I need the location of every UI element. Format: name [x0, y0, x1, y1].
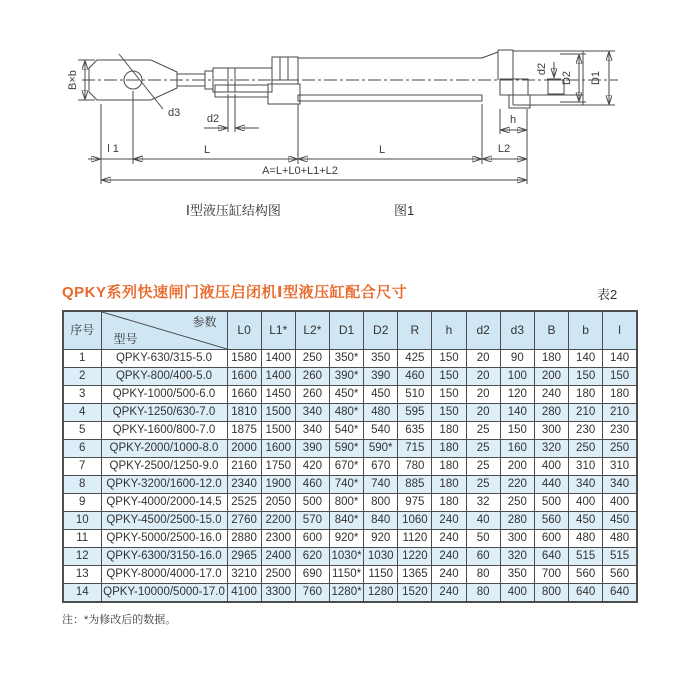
value-B: 200 — [534, 368, 568, 386]
value-d3: 140 — [500, 404, 534, 422]
value-R: 975 — [398, 494, 432, 512]
value-R: 1520 — [398, 584, 432, 603]
figure-caption-row — [0, 200, 700, 220]
row-index: 8 — [63, 476, 101, 494]
value-d2: 25 — [466, 422, 500, 440]
value-d2: 25 — [466, 440, 500, 458]
value-D2: 800 — [364, 494, 398, 512]
value-l: 210 — [603, 404, 637, 422]
value-d3: 350 — [500, 566, 534, 584]
value-h: 180 — [432, 440, 466, 458]
table-row — [63, 368, 637, 386]
row-index: 2 — [63, 368, 101, 386]
value-D2: 590* — [364, 440, 398, 458]
value-R: 1120 — [398, 530, 432, 548]
row-index: 10 — [63, 512, 101, 530]
value-h: 150 — [432, 368, 466, 386]
table-row — [63, 548, 637, 566]
value-d2: 32 — [466, 494, 500, 512]
value-d2: 20 — [466, 350, 500, 368]
value-b: 150 — [569, 368, 603, 386]
value-L2: 760 — [295, 584, 329, 603]
value-D2: 1030 — [364, 548, 398, 566]
value-h: 240 — [432, 548, 466, 566]
dim-l1-label: l 1 — [107, 143, 119, 155]
col-header-d3: d3 — [500, 311, 534, 350]
figure-caption: Ⅰ型液压缸结构图 — [186, 203, 281, 218]
value-B: 320 — [534, 440, 568, 458]
value-D2: 1150 — [364, 566, 398, 584]
value-D1: 1150* — [329, 566, 363, 584]
value-d2: 40 — [466, 512, 500, 530]
dim-total-label: A=L+L0+L1+L2 — [262, 165, 338, 177]
value-l: 230 — [603, 422, 637, 440]
value-h: 180 — [432, 458, 466, 476]
table-label: 表2 — [597, 287, 618, 302]
dim-d3-label: d3 — [168, 107, 181, 119]
row-index: 7 — [63, 458, 101, 476]
value-L0: 1580 — [227, 350, 261, 368]
value-b: 140 — [569, 350, 603, 368]
model-cell: QPKY-4000/2000-14.5 — [101, 494, 227, 512]
model-cell: QPKY-2500/1250-9.0 — [101, 458, 227, 476]
value-L0: 2760 — [227, 512, 261, 530]
col-header-L0: L0 — [227, 311, 261, 350]
value-h: 180 — [432, 494, 466, 512]
value-h: 150 — [432, 404, 466, 422]
table-row — [63, 422, 637, 440]
value-D2: 740 — [364, 476, 398, 494]
value-D1: 1030* — [329, 548, 363, 566]
row-index: 14 — [63, 584, 101, 603]
value-b: 400 — [569, 494, 603, 512]
value-d2: 25 — [466, 476, 500, 494]
dim-d2-rod-label: d2 — [206, 113, 220, 125]
dim-d2-cap-label: d2 — [536, 62, 548, 76]
value-b: 640 — [569, 584, 603, 603]
value-D2: 540 — [364, 422, 398, 440]
value-L2: 600 — [295, 530, 329, 548]
value-d3: 220 — [500, 476, 534, 494]
value-d2: 20 — [466, 404, 500, 422]
value-d2: 25 — [466, 458, 500, 476]
table-header-row — [63, 311, 637, 350]
model-cell: QPKY-8000/4000-17.0 — [101, 566, 227, 584]
value-d3: 200 — [500, 458, 534, 476]
value-D1: 800* — [329, 494, 363, 512]
value-L0: 2525 — [227, 494, 261, 512]
value-L2: 690 — [295, 566, 329, 584]
value-b: 560 — [569, 566, 603, 584]
value-B: 280 — [534, 404, 568, 422]
value-L2: 340 — [295, 422, 329, 440]
value-d2: 20 — [466, 368, 500, 386]
model-cell: QPKY-1000/500-6.0 — [101, 386, 227, 404]
col-header-L2: L2* — [295, 311, 329, 350]
value-L0: 2965 — [227, 548, 261, 566]
value-L1: 2500 — [261, 566, 295, 584]
value-L2: 340 — [295, 404, 329, 422]
value-L1: 2050 — [261, 494, 295, 512]
value-L1: 1500 — [261, 404, 295, 422]
value-L0: 4100 — [227, 584, 261, 603]
dim-L-left-label: L — [203, 144, 211, 156]
value-D1: 920* — [329, 530, 363, 548]
model-cell: QPKY-1250/630-7.0 — [101, 404, 227, 422]
value-b: 480 — [569, 530, 603, 548]
value-B: 300 — [534, 422, 568, 440]
row-index: 1 — [63, 350, 101, 368]
table-row — [63, 566, 637, 584]
dim-D1-label: D1 — [590, 70, 602, 86]
value-L2: 570 — [295, 512, 329, 530]
value-L0: 1875 — [227, 422, 261, 440]
value-B: 440 — [534, 476, 568, 494]
value-R: 510 — [398, 386, 432, 404]
row-index: 9 — [63, 494, 101, 512]
value-R: 885 — [398, 476, 432, 494]
table-row — [63, 404, 637, 422]
value-d2: 60 — [466, 548, 500, 566]
value-D1: 590* — [329, 440, 363, 458]
value-b: 340 — [569, 476, 603, 494]
value-d3: 150 — [500, 422, 534, 440]
value-D2: 840 — [364, 512, 398, 530]
value-D1: 450* — [329, 386, 363, 404]
table-row — [63, 512, 637, 530]
value-l: 400 — [603, 494, 637, 512]
model-cell: QPKY-630/315-5.0 — [101, 350, 227, 368]
piston-block — [272, 57, 298, 80]
dim-L2-label: L2 — [497, 143, 511, 155]
value-R: 1220 — [398, 548, 432, 566]
value-h: 180 — [432, 422, 466, 440]
value-L2: 620 — [295, 548, 329, 566]
model-cell: QPKY-5000/2500-16.0 — [101, 530, 227, 548]
value-R: 715 — [398, 440, 432, 458]
col-header-R: R — [398, 311, 432, 350]
value-L1: 3300 — [261, 584, 295, 603]
model-cell: QPKY-3200/1600-12.0 — [101, 476, 227, 494]
model-cell: QPKY-4500/2500-15.0 — [101, 512, 227, 530]
table-row — [63, 530, 637, 548]
dim-bxb-label: B×b — [67, 70, 79, 90]
value-L0: 1810 — [227, 404, 261, 422]
value-d2: 80 — [466, 584, 500, 603]
value-L0: 1600 — [227, 368, 261, 386]
row-index: 13 — [63, 566, 101, 584]
value-L1: 2400 — [261, 548, 295, 566]
value-l: 640 — [603, 584, 637, 603]
value-L2: 250 — [295, 350, 329, 368]
row-index: 12 — [63, 548, 101, 566]
col-header-b: b — [569, 311, 603, 350]
value-b: 210 — [569, 404, 603, 422]
dim-h-label: h — [509, 114, 517, 126]
value-d3: 100 — [500, 368, 534, 386]
value-D1: 540* — [329, 422, 363, 440]
value-R: 460 — [398, 368, 432, 386]
value-B: 560 — [534, 512, 568, 530]
col-header-B: B — [534, 311, 568, 350]
value-D2: 1280 — [364, 584, 398, 603]
col-header-model: 型号 — [113, 332, 138, 346]
row-index: 5 — [63, 422, 101, 440]
value-L0: 2160 — [227, 458, 261, 476]
value-B: 240 — [534, 386, 568, 404]
value-l: 310 — [603, 458, 637, 476]
value-B: 600 — [534, 530, 568, 548]
value-L0: 2880 — [227, 530, 261, 548]
value-l: 560 — [603, 566, 637, 584]
table-row — [63, 494, 637, 512]
value-L1: 1750 — [261, 458, 295, 476]
model-cell: QPKY-800/400-5.0 — [101, 368, 227, 386]
col-header-D2: D2 — [364, 311, 398, 350]
value-L2: 460 — [295, 476, 329, 494]
value-d3: 400 — [500, 584, 534, 603]
cylinder-structure-diagram — [0, 12, 700, 192]
table-title: QPKY系列快速闸门液压启闭机Ⅰ型液压缸配合尺寸 — [62, 284, 408, 301]
value-D1: 1280* — [329, 584, 363, 603]
value-L0: 2000 — [227, 440, 261, 458]
value-R: 425 — [398, 350, 432, 368]
value-L2: 260 — [295, 386, 329, 404]
value-B: 640 — [534, 548, 568, 566]
value-b: 515 — [569, 548, 603, 566]
figure-number: 图1 — [394, 203, 415, 218]
dim-L-right-label: L — [378, 144, 386, 156]
value-b: 180 — [569, 386, 603, 404]
value-l: 150 — [603, 368, 637, 386]
table-row — [63, 440, 637, 458]
value-l: 180 — [603, 386, 637, 404]
value-b: 450 — [569, 512, 603, 530]
value-R: 780 — [398, 458, 432, 476]
value-d2: 80 — [466, 566, 500, 584]
value-d3: 250 — [500, 494, 534, 512]
value-h: 240 — [432, 512, 466, 530]
value-L1: 1600 — [261, 440, 295, 458]
value-D2: 480 — [364, 404, 398, 422]
value-l: 140 — [603, 350, 637, 368]
value-D2: 670 — [364, 458, 398, 476]
value-D1: 350* — [329, 350, 363, 368]
col-header-d2: d2 — [466, 311, 500, 350]
value-l: 340 — [603, 476, 637, 494]
value-L0: 1660 — [227, 386, 261, 404]
value-D2: 920 — [364, 530, 398, 548]
value-l: 480 — [603, 530, 637, 548]
dimension-table — [62, 310, 638, 603]
table-footnote: 注：*为修改后的数据。 — [62, 614, 177, 626]
value-D1: 670* — [329, 458, 363, 476]
col-header-index: 序号 — [63, 311, 101, 350]
value-B: 400 — [534, 458, 568, 476]
value-b: 250 — [569, 440, 603, 458]
value-D1: 840* — [329, 512, 363, 530]
value-L2: 390 — [295, 440, 329, 458]
table-row — [63, 350, 637, 368]
row-index: 6 — [63, 440, 101, 458]
value-l: 250 — [603, 440, 637, 458]
row-index: 3 — [63, 386, 101, 404]
value-B: 500 — [534, 494, 568, 512]
value-L1: 1450 — [261, 386, 295, 404]
value-L1: 1900 — [261, 476, 295, 494]
value-h: 150 — [432, 386, 466, 404]
value-L2: 500 — [295, 494, 329, 512]
col-header-L1: L1* — [261, 311, 295, 350]
value-L1: 1500 — [261, 422, 295, 440]
value-L1: 2300 — [261, 530, 295, 548]
value-L2: 260 — [295, 368, 329, 386]
value-b: 230 — [569, 422, 603, 440]
col-header-l: l — [603, 311, 637, 350]
row-index: 11 — [63, 530, 101, 548]
value-h: 240 — [432, 530, 466, 548]
value-D1: 740* — [329, 476, 363, 494]
value-b: 310 — [569, 458, 603, 476]
value-B: 180 — [534, 350, 568, 368]
value-h: 240 — [432, 566, 466, 584]
col-header-param: 参数 — [192, 315, 217, 329]
value-d3: 320 — [500, 548, 534, 566]
value-d3: 90 — [500, 350, 534, 368]
dim-D2-label: D2 — [561, 70, 573, 86]
value-L0: 2340 — [227, 476, 261, 494]
value-R: 1365 — [398, 566, 432, 584]
value-l: 450 — [603, 512, 637, 530]
value-L1: 1400 — [261, 350, 295, 368]
model-cell: QPKY-10000/5000-17.0 — [101, 584, 227, 603]
table-row — [63, 476, 637, 494]
value-D2: 350 — [364, 350, 398, 368]
value-l: 515 — [603, 548, 637, 566]
value-B: 700 — [534, 566, 568, 584]
value-h: 180 — [432, 476, 466, 494]
model-cell: QPKY-6300/3150-16.0 — [101, 548, 227, 566]
value-L0: 3210 — [227, 566, 261, 584]
value-d2: 50 — [466, 530, 500, 548]
col-header-h: h — [432, 311, 466, 350]
value-D1: 480* — [329, 404, 363, 422]
value-d3: 120 — [500, 386, 534, 404]
value-R: 635 — [398, 422, 432, 440]
table-row — [63, 458, 637, 476]
table-row — [63, 386, 637, 404]
value-d2: 20 — [466, 386, 500, 404]
col-header-D1: D1 — [329, 311, 363, 350]
value-L1: 1400 — [261, 368, 295, 386]
value-D2: 450 — [364, 386, 398, 404]
value-R: 1060 — [398, 512, 432, 530]
value-L2: 420 — [295, 458, 329, 476]
value-d3: 160 — [500, 440, 534, 458]
value-d3: 300 — [500, 530, 534, 548]
value-D2: 390 — [364, 368, 398, 386]
model-cell: QPKY-2000/1000-8.0 — [101, 440, 227, 458]
table-row — [63, 584, 637, 603]
model-cell: QPKY-1600/800-7.0 — [101, 422, 227, 440]
row-index: 4 — [63, 404, 101, 422]
value-h: 150 — [432, 350, 466, 368]
dim-d2-cap — [547, 62, 561, 79]
value-h: 240 — [432, 584, 466, 603]
value-L1: 2200 — [261, 512, 295, 530]
value-D1: 390* — [329, 368, 363, 386]
value-B: 800 — [534, 584, 568, 603]
value-d3: 280 — [500, 512, 534, 530]
col-header-model-param — [101, 311, 227, 350]
value-R: 595 — [398, 404, 432, 422]
